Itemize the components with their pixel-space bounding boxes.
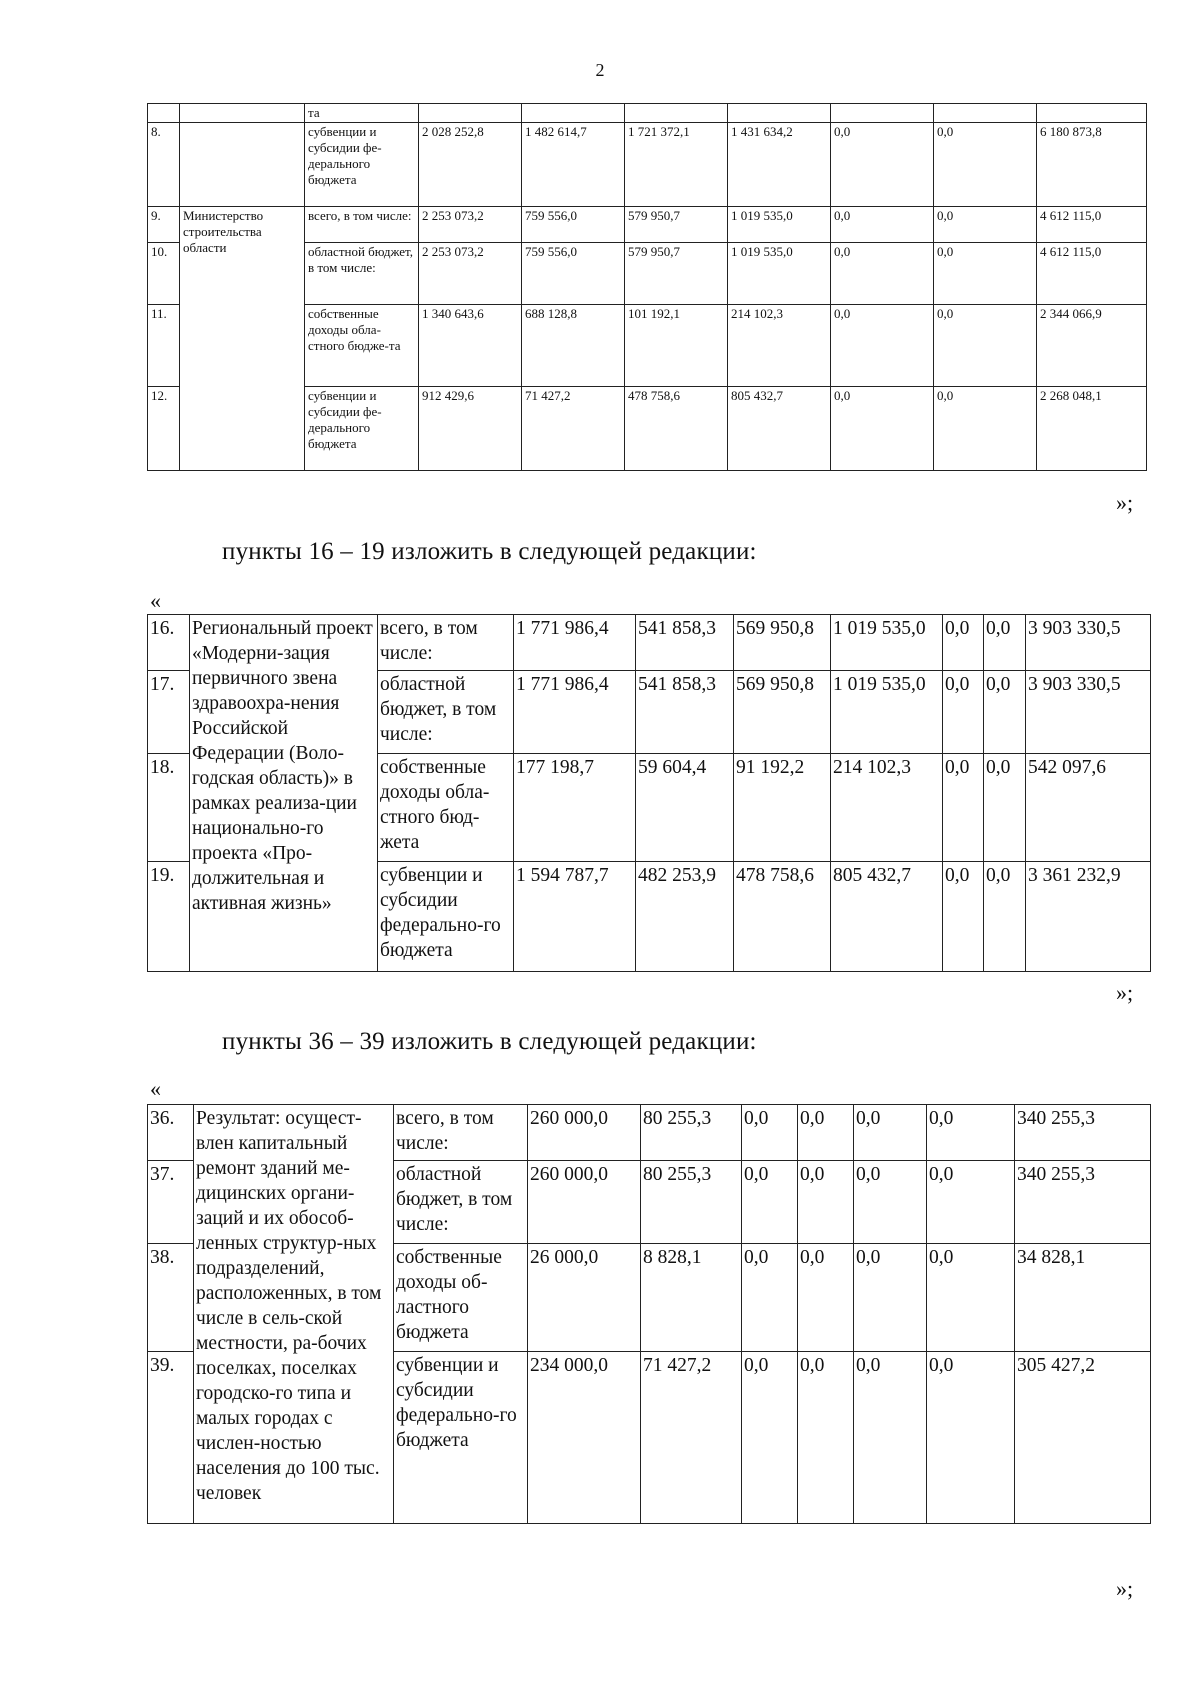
- type-cell: субвенции и субсидии фе-дерального бюджета: [305, 387, 419, 471]
- value-cell: 0,0: [798, 1105, 854, 1161]
- value-cell: 569 950,8: [734, 671, 831, 754]
- table-row: [148, 207, 1147, 243]
- value-cell: 541 858,3: [636, 615, 734, 671]
- type-cell: всего, в том числе:: [394, 1105, 528, 1161]
- value-cell: 91 192,2: [734, 754, 831, 862]
- value-cell: 1 771 986,4: [514, 671, 636, 754]
- value-cell: 2 268 048,1: [1037, 387, 1147, 471]
- type-cell: та: [305, 104, 419, 123]
- value-cell: 2 253 073,2: [419, 243, 522, 305]
- value-cell: 912 429,6: [419, 387, 522, 471]
- value-cell: 340 255,3: [1015, 1105, 1151, 1161]
- value-cell: 0,0: [984, 862, 1026, 972]
- value-cell: 260 000,0: [528, 1105, 641, 1161]
- value-cell: 1 019 535,0: [728, 207, 831, 243]
- value-cell: 0,0: [943, 754, 984, 862]
- type-cell: собственные доходы обла-стного бюд-жета: [378, 754, 514, 862]
- value-cell: 542 097,6: [1026, 754, 1151, 862]
- value-cell: 805 432,7: [728, 387, 831, 471]
- value-cell: 0,0: [798, 1244, 854, 1352]
- value-cell: 541 858,3: [636, 671, 734, 754]
- value-cell: [728, 104, 831, 123]
- value-cell: 26 000,0: [528, 1244, 641, 1352]
- num-cell: 38.: [148, 1244, 194, 1352]
- value-cell: 0,0: [742, 1352, 798, 1524]
- closing-quote: »;: [1116, 980, 1134, 1005]
- value-cell: 0,0: [831, 207, 934, 243]
- budget-table-result: [147, 1104, 1151, 1524]
- value-cell: 688 128,8: [522, 305, 625, 387]
- value-cell: [419, 104, 522, 123]
- value-cell: 234 000,0: [528, 1352, 641, 1524]
- value-cell: 214 102,3: [831, 754, 943, 862]
- num-cell: 17.: [148, 671, 190, 754]
- page-number: 2: [595, 60, 605, 80]
- num-cell: 19.: [148, 862, 190, 972]
- type-cell: субвенции и субсидии фе-дерального бюджета: [305, 123, 419, 207]
- value-cell: 4 612 115,0: [1037, 243, 1147, 305]
- result-name-cell: Результат: осущест-влен капитальный ремонт зданий ме-дицинских органи-заций и их обособ-ленных структур-ных подразделений, расположенных, в том числе в сель-ской местности, ра-бочих поселках, поселках городско-го типа и малых городах с числен-ностью населения до 100 тыс. человек: [194, 1105, 394, 1524]
- project-name-cell: Региональный проект «Модерни-зация первичного звена здравоохра-нения Российской Федерации (Воло-годская область)» в рамках реализа-ции национально-го проекта «Про-должительная и активная жизнь»: [190, 615, 378, 972]
- num-cell: 10.: [148, 243, 180, 305]
- value-cell: 0,0: [831, 243, 934, 305]
- value-cell: 0,0: [934, 305, 1037, 387]
- value-cell: 0,0: [831, 305, 934, 387]
- value-cell: 2 028 252,8: [419, 123, 522, 207]
- name-cell: [180, 123, 305, 207]
- value-cell: 214 102,3: [728, 305, 831, 387]
- type-cell: областной бюджет, в том числе:: [378, 671, 514, 754]
- value-cell: 1 721 372,1: [625, 123, 728, 207]
- type-cell: собственные доходы об-ластного бюджета: [394, 1244, 528, 1352]
- value-cell: 1 594 787,7: [514, 862, 636, 972]
- value-cell: 759 556,0: [522, 243, 625, 305]
- value-cell: 59 604,4: [636, 754, 734, 862]
- value-cell: 3 903 330,5: [1026, 671, 1151, 754]
- value-cell: 1 340 643,6: [419, 305, 522, 387]
- value-cell: 0,0: [984, 754, 1026, 862]
- value-cell: [625, 104, 728, 123]
- value-cell: 6 180 873,8: [1037, 123, 1147, 207]
- value-cell: 3 361 232,9: [1026, 862, 1151, 972]
- value-cell: 0,0: [934, 207, 1037, 243]
- table-row: [148, 1105, 1151, 1161]
- value-cell: 759 556,0: [522, 207, 625, 243]
- value-cell: 0,0: [934, 123, 1037, 207]
- value-cell: 0,0: [927, 1352, 1015, 1524]
- value-cell: 569 950,8: [734, 615, 831, 671]
- num-cell: 18.: [148, 754, 190, 862]
- num-cell: 16.: [148, 615, 190, 671]
- value-cell: 0,0: [831, 123, 934, 207]
- value-cell: 1 019 535,0: [831, 615, 943, 671]
- opening-quote: «: [150, 588, 161, 613]
- value-cell: 340 255,3: [1015, 1161, 1151, 1244]
- value-cell: 0,0: [984, 671, 1026, 754]
- value-cell: 0,0: [742, 1161, 798, 1244]
- value-cell: 1 771 986,4: [514, 615, 636, 671]
- type-cell: всего, в том числе:: [378, 615, 514, 671]
- value-cell: 0,0: [927, 1105, 1015, 1161]
- value-cell: 579 950,7: [625, 207, 728, 243]
- num-cell: 36.: [148, 1105, 194, 1161]
- num-cell: 8.: [148, 123, 180, 207]
- value-cell: 1 019 535,0: [831, 671, 943, 754]
- num-cell: 9.: [148, 207, 180, 243]
- value-cell: 0,0: [854, 1244, 927, 1352]
- value-cell: 478 758,6: [734, 862, 831, 972]
- value-cell: 0,0: [831, 387, 934, 471]
- value-cell: 1 431 634,2: [728, 123, 831, 207]
- value-cell: 177 198,7: [514, 754, 636, 862]
- table-row: [148, 123, 1147, 207]
- type-cell: всего, в том числе:: [305, 207, 419, 243]
- section-intro: пункты 36 – 39 изложить в следующей редакции:: [222, 1028, 757, 1055]
- table-row: [148, 104, 1147, 123]
- budget-table-regional-project: [147, 614, 1151, 972]
- value-cell: 80 255,3: [641, 1161, 742, 1244]
- value-cell: 0,0: [854, 1161, 927, 1244]
- value-cell: [522, 104, 625, 123]
- num-cell: 12.: [148, 387, 180, 471]
- value-cell: 478 758,6: [625, 387, 728, 471]
- value-cell: 0,0: [927, 1161, 1015, 1244]
- num-cell: 11.: [148, 305, 180, 387]
- value-cell: 0,0: [742, 1105, 798, 1161]
- type-cell: собственные доходы обла-стного бюдже-та: [305, 305, 419, 387]
- value-cell: 34 828,1: [1015, 1244, 1151, 1352]
- value-cell: 0,0: [943, 615, 984, 671]
- type-cell: областной бюджет, в том числе:: [305, 243, 419, 305]
- value-cell: 1 482 614,7: [522, 123, 625, 207]
- num-cell: 37.: [148, 1161, 194, 1244]
- value-cell: 0,0: [798, 1161, 854, 1244]
- value-cell: 0,0: [854, 1352, 927, 1524]
- num-cell: 39.: [148, 1352, 194, 1524]
- section-intro: пункты 16 – 19 изложить в следующей редакции:: [222, 538, 757, 565]
- num-cell: [148, 104, 180, 123]
- value-cell: 4 612 115,0: [1037, 207, 1147, 243]
- value-cell: 71 427,2: [522, 387, 625, 471]
- value-cell: 0,0: [742, 1244, 798, 1352]
- value-cell: 579 950,7: [625, 243, 728, 305]
- value-cell: 260 000,0: [528, 1161, 641, 1244]
- value-cell: 305 427,2: [1015, 1352, 1151, 1524]
- value-cell: 0,0: [854, 1105, 927, 1161]
- value-cell: 80 255,3: [641, 1105, 742, 1161]
- value-cell: 3 903 330,5: [1026, 615, 1151, 671]
- type-cell: субвенции и субсидии федерально-го бюджета: [378, 862, 514, 972]
- value-cell: 0,0: [984, 615, 1026, 671]
- budget-table-ministry: [147, 103, 1147, 471]
- value-cell: 101 192,1: [625, 305, 728, 387]
- value-cell: 2 253 073,2: [419, 207, 522, 243]
- value-cell: 0,0: [943, 862, 984, 972]
- value-cell: 482 253,9: [636, 862, 734, 972]
- value-cell: [1037, 104, 1147, 123]
- value-cell: 805 432,7: [831, 862, 943, 972]
- opening-quote: «: [150, 1076, 161, 1101]
- ministry-name-cell: Министерство строительства области: [180, 207, 305, 471]
- table-row: [148, 615, 1151, 671]
- value-cell: 0,0: [934, 387, 1037, 471]
- closing-quote: »;: [1116, 490, 1134, 515]
- value-cell: [934, 104, 1037, 123]
- value-cell: 8 828,1: [641, 1244, 742, 1352]
- closing-quote: »;: [1116, 1576, 1134, 1601]
- value-cell: 0,0: [943, 671, 984, 754]
- value-cell: 0,0: [927, 1244, 1015, 1352]
- value-cell: 2 344 066,9: [1037, 305, 1147, 387]
- value-cell: 71 427,2: [641, 1352, 742, 1524]
- value-cell: [831, 104, 934, 123]
- value-cell: 0,0: [798, 1352, 854, 1524]
- value-cell: 0,0: [934, 243, 1037, 305]
- name-cell: [180, 104, 305, 123]
- value-cell: 1 019 535,0: [728, 243, 831, 305]
- type-cell: областной бюджет, в том числе:: [394, 1161, 528, 1244]
- type-cell: субвенции и субсидии федерально-го бюджета: [394, 1352, 528, 1524]
